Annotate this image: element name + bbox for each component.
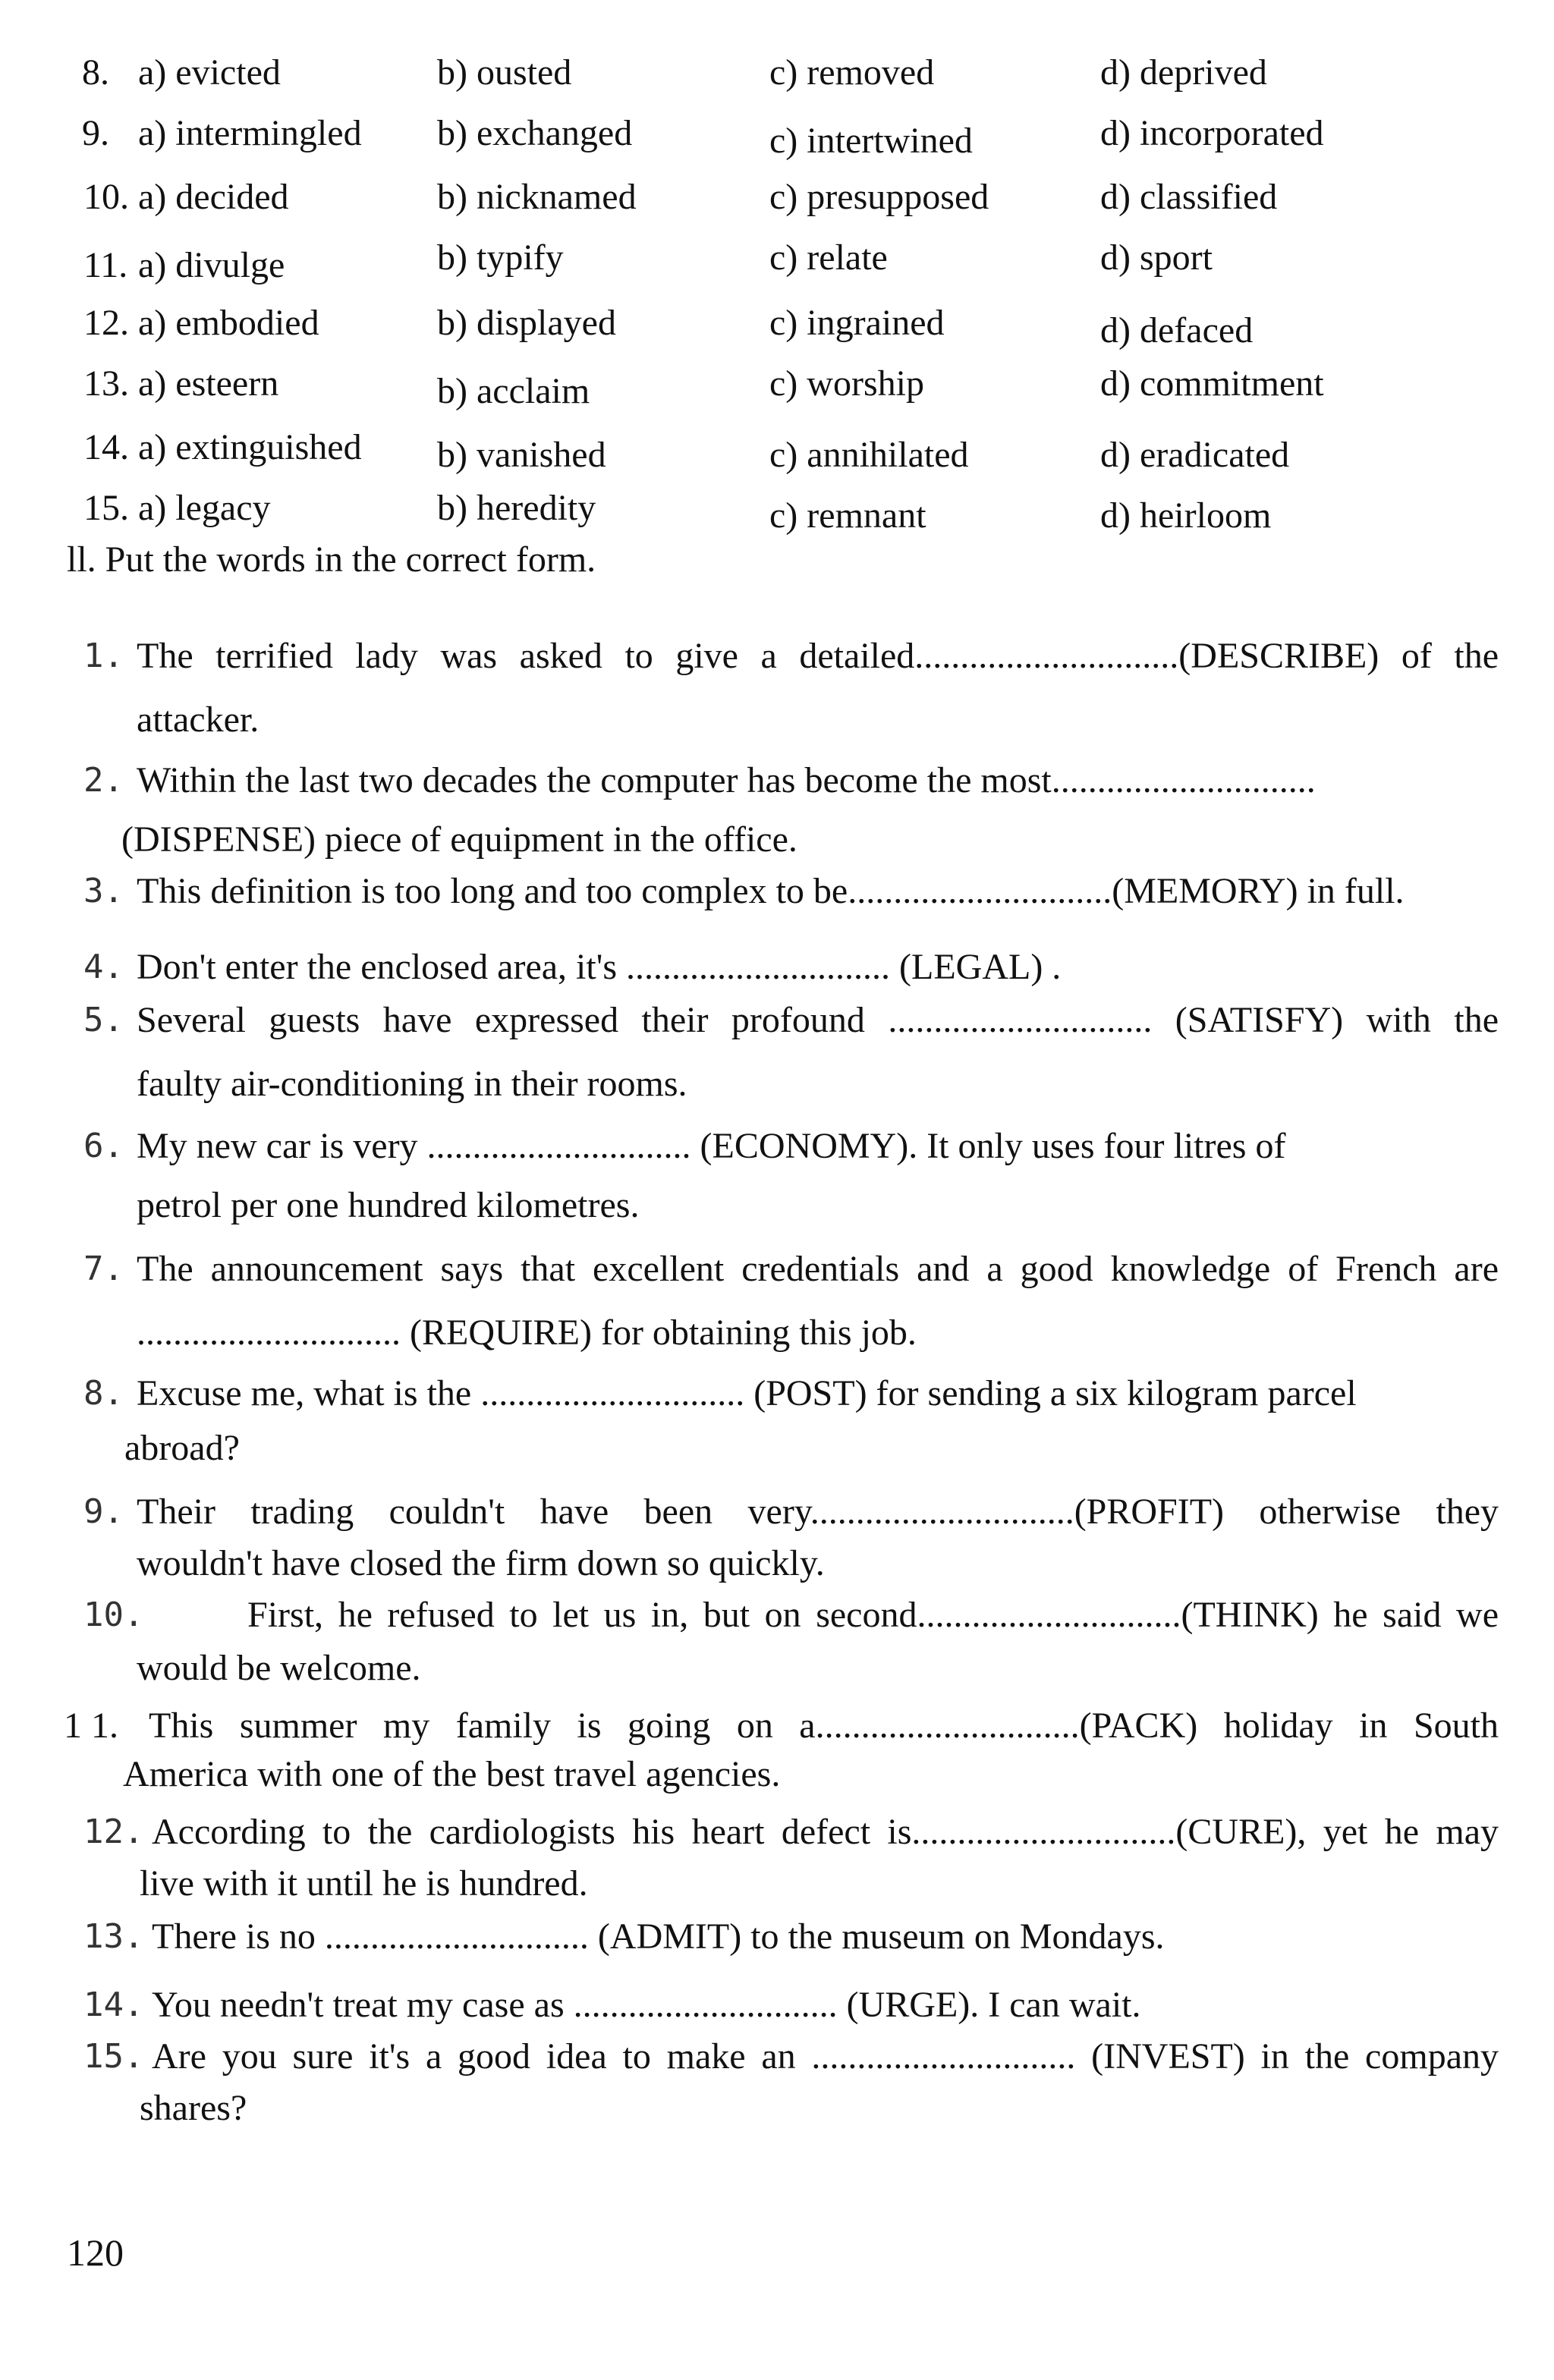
- option-a: a) intermingled: [138, 113, 362, 153]
- option-d: d) incorporated: [1100, 113, 1324, 153]
- exercise-number: 6.: [83, 1127, 124, 1165]
- question-number: 9.: [82, 113, 109, 153]
- options-row-11: [0, 237, 1554, 297]
- option-a: a) legacy: [138, 488, 271, 528]
- option-b: b) vanished: [437, 435, 606, 475]
- option-a: a) esteern: [138, 363, 279, 404]
- exercise-sentence: Excuse me, what is the ............................. (POST) for sending a six kilogram parcel: [137, 1373, 1357, 1413]
- exercise-sentence: The announcement says that excellent credentials and a good knowledge of French are: [137, 1249, 1499, 1289]
- exercise-number: 14.: [83, 1985, 144, 2024]
- option-c: c) removed: [769, 52, 935, 93]
- option-a: a) extinguished: [138, 427, 362, 467]
- exercise-continuation: petrol per one hundred kilometres.: [137, 1185, 640, 1225]
- option-d: d) defaced: [1100, 310, 1254, 351]
- option-c: c) worship: [769, 363, 924, 404]
- question-number: 15.: [83, 488, 129, 528]
- exercise-number: 15.: [83, 2037, 144, 2076]
- exercise-number: 4.: [83, 948, 124, 986]
- options-row-12: [0, 302, 1554, 363]
- option-b: b) typify: [437, 237, 564, 278]
- exercise-continuation: (DISPENSE) piece of equipment in the office.: [121, 819, 797, 860]
- option-b: b) nicknamed: [437, 177, 637, 217]
- options-row-9: [0, 112, 1554, 173]
- option-a: a) decided: [138, 177, 289, 217]
- exercise-continuation: would be welcome.: [137, 1648, 421, 1688]
- exercise-number: 3.: [83, 872, 124, 910]
- question-number: 8.: [82, 52, 109, 93]
- exercise-number: 7.: [83, 1250, 124, 1288]
- exercise-number: 13.: [83, 1917, 144, 1956]
- exercise-continuation: attacker.: [137, 700, 260, 740]
- option-d: d) eradicated: [1100, 435, 1290, 475]
- option-b: b) exchanged: [437, 113, 633, 153]
- options-row-10: [0, 176, 1554, 237]
- option-c: c) annihilated: [769, 435, 969, 475]
- exercise-sentence: Are you sure it's a good idea to make an ............................. (INVEST) in the company: [152, 2036, 1499, 2077]
- exercise-continuation: wouldn't have closed the firm down so quickly.: [137, 1543, 825, 1583]
- option-c: c) ingrained: [769, 303, 945, 343]
- exercise-sentence: First, he refused to let us in, but on second.............................(THINK) he said we: [247, 1595, 1499, 1635]
- exercise-sentence: This definition is too long and too complex to be.............................(MEMORY) in full.: [137, 871, 1405, 911]
- option-d: d) commitment: [1100, 363, 1324, 404]
- option-c: c) remnant: [769, 495, 926, 536]
- question-number: 11.: [83, 245, 128, 285]
- section-heading: ll. Put the words in the correct form.: [67, 539, 596, 580]
- option-d: d) deprived: [1100, 52, 1267, 93]
- option-b: b) displayed: [437, 303, 616, 343]
- exercise-sentence: You needn't treat my case as ............................. (URGE). I can wait.: [152, 1985, 1141, 2025]
- exercise-number: 8.: [83, 1374, 124, 1413]
- option-d: d) sport: [1100, 237, 1213, 278]
- option-a: a) evicted: [138, 52, 281, 93]
- options-row-8: [0, 52, 1554, 112]
- exercise-sentence: This summer my family is going on a.............................(PACK) holiday in South: [149, 1706, 1499, 1746]
- exercise-continuation: abroad?: [124, 1428, 240, 1468]
- page-number: 120: [67, 2231, 124, 2274]
- exercise-number: 1 1.: [64, 1706, 118, 1746]
- exercise-continuation: ............................. (REQUIRE) for obtaining this job.: [137, 1313, 917, 1353]
- exercise-sentence: Within the last two decades the computer has become the most.............................: [137, 760, 1316, 800]
- exercise-number: 12.: [83, 1813, 144, 1851]
- exercise-sentence: The terrified lady was asked to give a detailed.............................(DESCRIBE) of the: [137, 636, 1499, 676]
- exercise-number: 2.: [83, 761, 124, 800]
- exercise-continuation: America with one of the best travel agencies.: [123, 1754, 781, 1794]
- option-c: c) intertwined: [769, 121, 973, 161]
- options-row-14: [0, 426, 1554, 487]
- exercise-number: 9.: [83, 1492, 124, 1531]
- exercise-continuation: live with it until he is hundred.: [140, 1863, 588, 1904]
- exercise-number: 1.: [83, 637, 124, 675]
- exercise-continuation: shares?: [140, 2088, 247, 2128]
- exercise-sentence: Don't enter the enclosed area, it's ............................. (LEGAL) .: [137, 947, 1062, 987]
- exercise-sentence: My new car is very ............................. (ECONOMY). It only uses four litres of: [137, 1126, 1286, 1166]
- exercise-sentence: Their trading couldn't have been very.............................(PROFIT) otherwise they: [137, 1492, 1499, 1532]
- option-a: a) divulge: [138, 245, 285, 285]
- question-number: 14.: [83, 427, 129, 467]
- exercise-number: 10.: [83, 1596, 144, 1634]
- options-row-13: [0, 363, 1554, 423]
- exercise-sentence: Several guests have expressed their profound ............................. (SATISFY) with the: [137, 1000, 1499, 1040]
- option-a: a) embodied: [138, 303, 319, 343]
- question-number: 10.: [83, 177, 129, 217]
- exercise-number: 5.: [83, 1001, 124, 1039]
- exercise-sentence: There is no ............................. (ADMIT) to the museum on Mondays.: [152, 1916, 1165, 1957]
- exercise-continuation: faulty air-conditioning in their rooms.: [137, 1064, 687, 1104]
- question-number: 13.: [83, 363, 129, 404]
- option-d: d) heirloom: [1100, 495, 1272, 536]
- option-c: c) presupposed: [769, 177, 989, 217]
- option-c: c) relate: [769, 237, 888, 278]
- option-b: b) ousted: [437, 52, 572, 93]
- question-number: 12.: [83, 303, 129, 343]
- exercise-sentence: According to the cardiologists his heart defect is.............................(CURE), yet he may: [152, 1812, 1499, 1852]
- option-d: d) classified: [1100, 177, 1278, 217]
- option-b: b) heredity: [437, 488, 596, 528]
- option-b: b) acclaim: [437, 371, 590, 411]
